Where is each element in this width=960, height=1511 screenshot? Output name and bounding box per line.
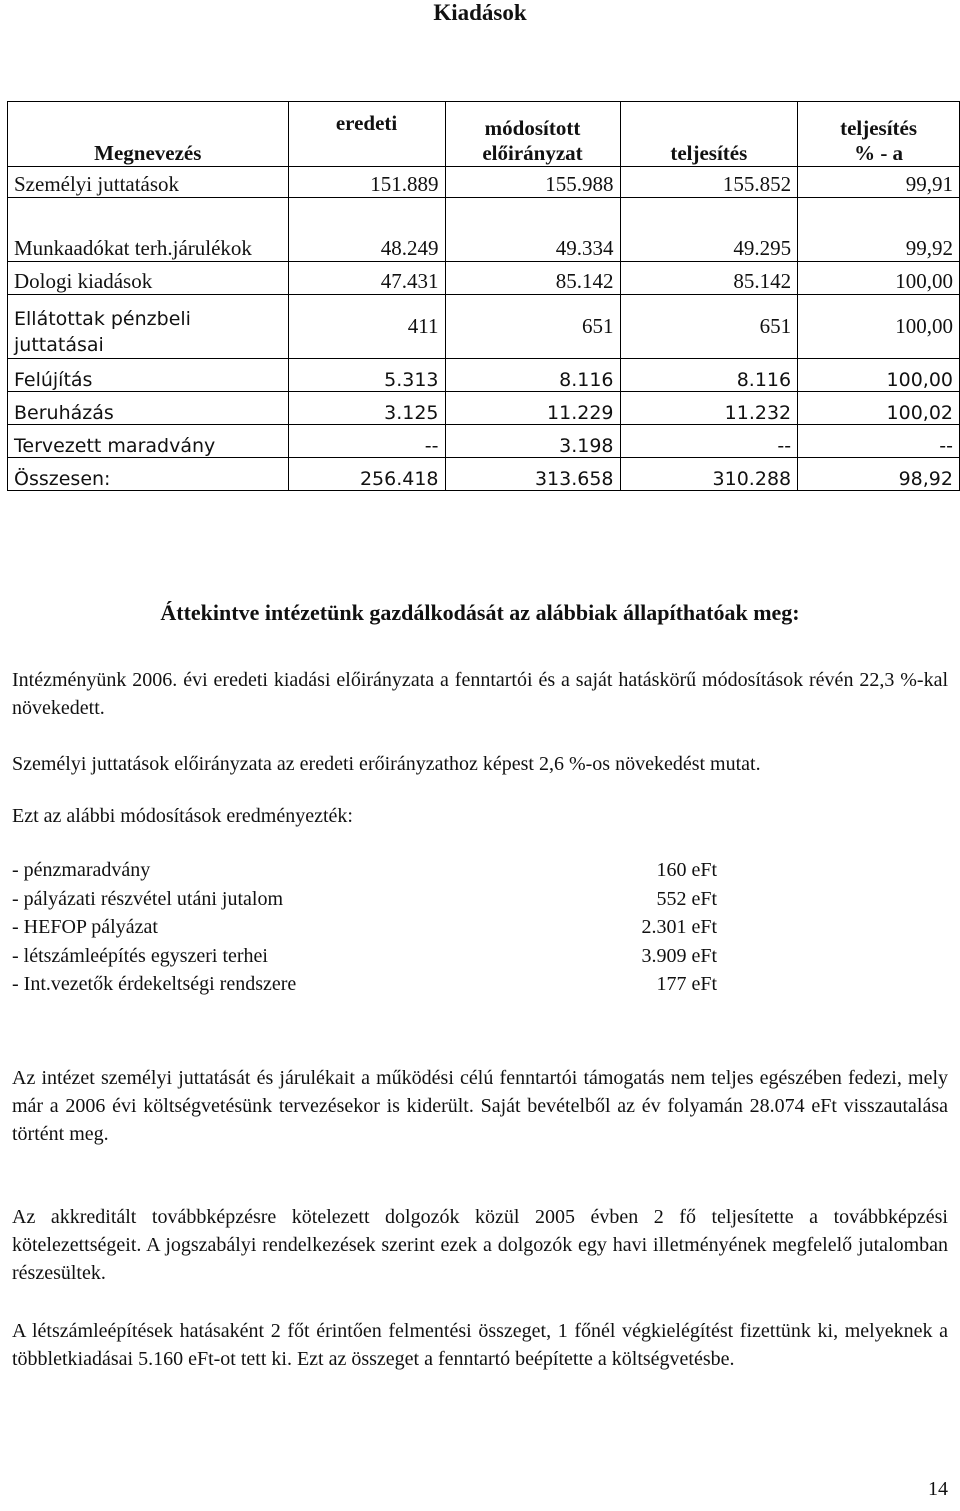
page-number: 14 — [928, 1478, 948, 1500]
paragraph-2: Személyi juttatások előirányzata az eredeti erőirányzathoz képest 2,6 %-os növekedést mutat. — [12, 753, 761, 775]
row-pct: 98,92 — [798, 458, 960, 491]
list-item — [12, 970, 717, 999]
page-title: Kiadások — [433, 0, 527, 25]
table-row — [8, 359, 960, 392]
header-eredeti-text: eredeti — [335, 110, 398, 135]
row-name: Tervezett maradvány — [8, 425, 289, 458]
expenses-table — [7, 101, 960, 491]
row-name: Ellátottak pénzbeli juttatásai — [8, 295, 289, 359]
row-pct: 99,92 — [798, 198, 960, 262]
header-teljesites-pct-top: teljesítés — [840, 116, 918, 140]
table-row — [8, 262, 960, 295]
row-pct: 100,00 — [798, 359, 960, 392]
row-teljesites: -- — [620, 425, 798, 458]
row-teljesites: 310.288 — [620, 458, 798, 491]
table-row — [8, 167, 960, 198]
row-name: Felújítás — [8, 359, 289, 392]
row-teljesites: 11.232 — [620, 392, 798, 425]
header-modositott-bottom: előirányzat — [482, 141, 583, 165]
table-row — [8, 425, 960, 458]
list-item-value: 177 eFt — [656, 973, 717, 995]
list-item-label: - létszámleépítés egyszeri terhei — [12, 944, 268, 967]
list-item-label: - pályázati részvétel utáni jutalom — [12, 887, 283, 910]
row-eredeti: 411 — [288, 295, 445, 359]
row-eredeti: 48.249 — [288, 198, 445, 262]
row-teljesites: 49.295 — [620, 198, 798, 262]
row-eredeti: 47.431 — [288, 262, 445, 295]
section-subtitle: Áttekintve intézetünk gazdálkodását az alábbiak állapíthatóak meg: — [160, 600, 800, 625]
row-teljesites: 155.852 — [620, 167, 798, 198]
row-name: Dologi kiadások — [8, 262, 289, 295]
list-item-label: - HEFOP pályázat — [12, 916, 158, 938]
row-eredeti: 3.125 — [288, 392, 445, 425]
row-teljesites: 85.142 — [620, 262, 798, 295]
row-name: Személyi juttatások — [8, 167, 289, 198]
paragraph-5: Az akkreditált továbbképzésre kötelezett dolgozók közül 2005 évben 2 fő teljesítette a továbbképzési kötelezettségeit. A jogszabályi rendelkezések szerint ezek a dolgozók egy havi illetményének megfelelő jutalomban részesültek. — [12, 1206, 948, 1284]
list-item — [12, 942, 717, 971]
row-teljesites: 651 — [620, 295, 798, 359]
row-teljesites: 8.116 — [620, 359, 798, 392]
row-name: Beruházás — [8, 392, 289, 425]
row-name: Munkaadókat terh.járulékok — [8, 198, 289, 262]
row-pct: 99,91 — [798, 167, 960, 198]
row-eredeti: 5.313 — [288, 359, 445, 392]
row-eredeti: 151.889 — [288, 167, 445, 198]
list-item — [12, 885, 717, 914]
row-eredeti: -- — [288, 425, 445, 458]
table-total-row — [8, 458, 960, 491]
list-item — [12, 913, 717, 942]
header-teljesites-pct-bottom: % - a — [854, 141, 904, 165]
table-row — [8, 392, 960, 425]
header-modositott — [445, 102, 620, 167]
header-modositott-top: módosított — [484, 116, 581, 140]
row-modositott: 155.988 — [445, 167, 620, 198]
row-modositott: 49.334 — [445, 198, 620, 262]
list-item-value: 160 eFt — [656, 859, 717, 881]
header-teljesites-pct — [798, 102, 960, 167]
header-megnevezes: Megnevezés — [8, 102, 289, 167]
row-modositott: 651 — [445, 295, 620, 359]
list-item-label: - pénzmaradvány — [12, 859, 151, 881]
row-modositott: 3.198 — [445, 425, 620, 458]
row-name: Összesen: — [8, 458, 289, 491]
paragraph-6: A létszámleépítések hatásaként 2 főt érintően felmentési összeget, 1 főnél végkielégítést fizettünk ki, melyeknek a többletkiadásai 5.160 eFt-ot tett ki. Ezt az összeget a fenntartó beépítette a költségvetésbe. — [12, 1320, 948, 1370]
row-modositott: 8.116 — [445, 359, 620, 392]
row-pct: 100,02 — [798, 392, 960, 425]
table-row — [8, 295, 960, 359]
list-item-value: 2.301 eFt — [641, 916, 717, 938]
row-modositott: 313.658 — [445, 458, 620, 491]
list-item-label: - Int.vezetők érdekeltségi rendszere — [12, 973, 297, 995]
row-modositott: 11.229 — [445, 392, 620, 425]
row-eredeti: 256.418 — [288, 458, 445, 491]
table-header-row — [8, 102, 960, 167]
row-modositott: 85.142 — [445, 262, 620, 295]
list-item-value: 3.909 eFt — [641, 944, 717, 967]
header-eredeti — [288, 102, 445, 167]
header-teljesites: teljesítés — [620, 102, 798, 167]
list-item — [12, 856, 717, 885]
row-pct: 100,00 — [798, 262, 960, 295]
paragraph-3: Ezt az alábbi módosítások eredményezték: — [12, 805, 353, 827]
paragraph-1: Intézményünk 2006. évi eredeti kiadási előirányzata a fenntartói és a saját hatáskörű módosítások révén 22,3 %-kal növekedett. — [12, 669, 948, 719]
modifications-list — [12, 856, 717, 999]
row-pct: -- — [798, 425, 960, 458]
table-row — [8, 198, 960, 262]
list-item-value: 552 eFt — [656, 887, 717, 910]
row-pct: 100,00 — [798, 295, 960, 359]
paragraph-4: Az intézet személyi juttatását és járulékait a működési célú fenntartói támogatás nem teljes egészében fedezi, mely már a 2006 évi költségvetésünk tervezésekor is kiderült. Saját bevételből az év folyamán 28.074 eFt visszautalása történt meg. — [12, 1067, 948, 1145]
